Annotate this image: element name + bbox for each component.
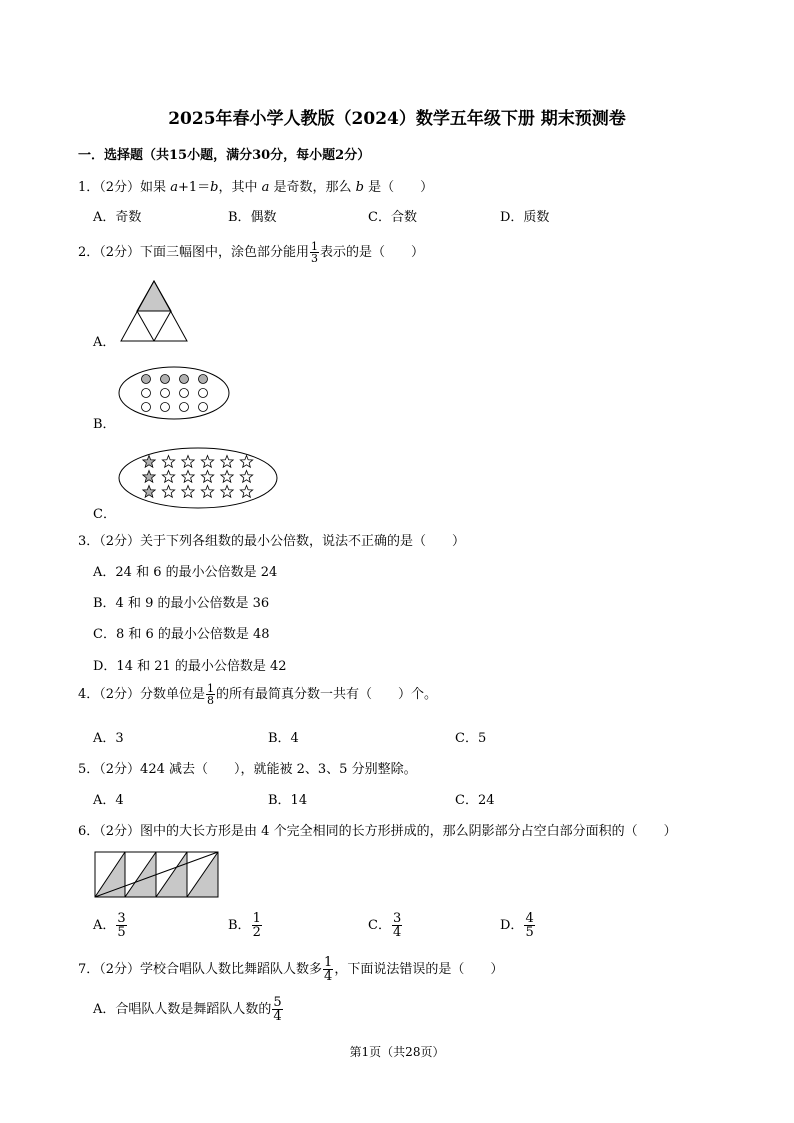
q6-c-den: 4 [392, 925, 402, 940]
blank-circle [161, 389, 170, 398]
q1-option-d[interactable]: D．质数 [500, 210, 550, 225]
shaded-star [143, 471, 155, 483]
blank-star [162, 486, 174, 498]
q6-option-c[interactable] [368, 912, 403, 939]
q6-d-num: 4 [525, 911, 534, 926]
q6-a-num: 3 [117, 911, 126, 926]
q2-frac-den: 3 [311, 252, 319, 265]
q1-var-a2: a [261, 180, 270, 195]
blank-star [201, 486, 213, 498]
q3-option-b[interactable]: B．4 和 9 的最小公倍数是 36 [93, 596, 270, 611]
q6-figure-rectangles [94, 851, 220, 898]
blank-star [221, 456, 233, 468]
q2-figure-b-circles [117, 365, 231, 421]
question-7 [78, 956, 503, 983]
shaded-circle [199, 375, 208, 384]
blank-star [201, 456, 213, 468]
q7-option-a-text: A．合唱队人数是舞蹈队人数的 [93, 1002, 272, 1017]
q1-option-c[interactable]: C．合数 [368, 210, 417, 225]
q4-text-pre: 4．（2分）分数单位是 [78, 687, 206, 702]
q1-text-1: 1．（2分）如果 [78, 180, 171, 195]
blank-circle [180, 389, 189, 398]
q6-option-b-fraction [252, 912, 262, 939]
q4-option-b[interactable]: B．4 [268, 731, 299, 746]
q7-a-den: 4 [273, 1009, 282, 1024]
q4-option-a[interactable]: A．3 [93, 731, 124, 746]
q4-fraction [206, 683, 215, 706]
q5-option-a[interactable]: A．4 [93, 793, 124, 808]
q2-option-a[interactable]: A． [93, 335, 116, 350]
q1-var-b2: b [355, 180, 364, 195]
q6-option-d-fraction [524, 912, 534, 939]
blank-star [182, 456, 194, 468]
q7-option-a-fraction [272, 996, 282, 1023]
q4-option-c[interactable]: C．5 [455, 731, 487, 746]
q7-option-a[interactable] [93, 996, 284, 1023]
q1-var-b: b [210, 180, 219, 195]
question-1 [78, 176, 433, 195]
q2-text-post: 表示的是（ ） [320, 245, 425, 260]
q6-option-a-fraction [116, 912, 126, 939]
shaded-star [143, 486, 155, 498]
blank-star [240, 471, 252, 483]
blank-circle [142, 389, 151, 398]
q6-option-d-label: D． [500, 918, 524, 933]
q2-figure-a-triangle [120, 280, 188, 342]
q2-fraction [310, 241, 319, 264]
q6-b-den: 2 [252, 925, 261, 940]
q6-d-den: 5 [525, 925, 534, 940]
blank-star [182, 471, 194, 483]
q6-a-den: 5 [117, 925, 126, 940]
q7-frac-num: 1 [324, 955, 333, 970]
q5-option-c[interactable]: C．24 [455, 793, 495, 808]
blank-circle [161, 403, 170, 412]
q6-b-num: 1 [252, 911, 261, 926]
blank-circle [180, 403, 189, 412]
q2-figure-c-stars [117, 446, 279, 510]
q4-frac-num: 1 [207, 682, 215, 695]
q1-text-5: 是（ ） [363, 180, 434, 195]
q6-c-num: 3 [392, 911, 402, 926]
q7-frac-den: 4 [324, 969, 333, 984]
page-title: 2025年春小学人教版（2024）数学五年级下册 期末预测卷 [168, 109, 626, 129]
q3-option-a[interactable]: A．24 和 6 的最小公倍数是 24 [93, 565, 278, 580]
q7-a-num: 5 [273, 995, 282, 1010]
q4-frac-den: 8 [207, 694, 215, 707]
q7-text-pre: 7．（2分）学校合唱队人数比舞蹈队人数多 [78, 962, 323, 977]
q6-option-c-fraction [392, 912, 402, 939]
blank-circle [142, 403, 151, 412]
blank-star [162, 471, 174, 483]
question-2 [78, 241, 424, 264]
q5-option-b[interactable]: B．14 [268, 793, 308, 808]
q7-text-post: ，下面说法错误的是（ ） [334, 962, 504, 977]
shaded-star [143, 456, 155, 468]
section-heading: 一．选择题（共15小题，满分30分，每小题2分） [78, 148, 371, 163]
q4-text-post: 的所有最简真分数一共有（ ）个。 [216, 687, 438, 702]
q2-option-b[interactable]: B． [93, 417, 116, 432]
q6-option-d[interactable] [500, 912, 536, 939]
blank-circle [199, 403, 208, 412]
q7-fraction [323, 956, 333, 983]
q1-text-3: ，其中 [218, 180, 262, 195]
question-3: 3．（2分）关于下列各组数的最小公倍数，说法不正确的是（ ） [78, 534, 466, 549]
blank-star [240, 486, 252, 498]
q2-text-pre: 2．（2分）下面三幅图中，涂色部分能用 [78, 245, 310, 260]
shaded-circle [142, 375, 151, 384]
q2-frac-num: 1 [311, 240, 319, 253]
q3-option-c[interactable]: C．8 和 6 的最小公倍数是 48 [93, 627, 270, 642]
q2-option-c[interactable]: C． [93, 507, 116, 522]
q6-option-a[interactable] [93, 912, 128, 939]
q1-var-a: a [170, 180, 178, 195]
q1-text-2: +1＝ [177, 180, 211, 195]
question-5: 5．（2分）424 减去（ ），就能被 2、3、5 分别整除。 [78, 762, 417, 777]
q6-option-b-label: B． [228, 918, 251, 933]
blank-star [221, 486, 233, 498]
page-footer: 第1页（共28页） [349, 1045, 445, 1059]
q6-option-c-label: C． [368, 918, 391, 933]
blank-star [162, 456, 174, 468]
blank-circle [199, 389, 208, 398]
blank-star [221, 471, 233, 483]
question-4 [78, 683, 437, 706]
blank-star [201, 471, 213, 483]
q6-option-a-label: A． [93, 918, 116, 933]
shaded-circle [161, 375, 170, 384]
q6-option-b[interactable] [228, 912, 263, 939]
question-6: 6．（2分）图中的大长方形是由 4 个完全相同的长方形拼成的，那么阴影部分占空白部分面积的（ ） [78, 824, 677, 839]
q1-option-a[interactable]: A．奇数 [93, 210, 142, 225]
q3-option-d[interactable]: D．14 和 21 的最小公倍数是 42 [93, 659, 287, 674]
q1-option-b[interactable]: B．偶数 [228, 210, 277, 225]
shaded-circle [180, 375, 189, 384]
blank-star [240, 456, 252, 468]
q1-text-4: 是奇数，那么 [269, 180, 356, 195]
blank-star [182, 486, 194, 498]
